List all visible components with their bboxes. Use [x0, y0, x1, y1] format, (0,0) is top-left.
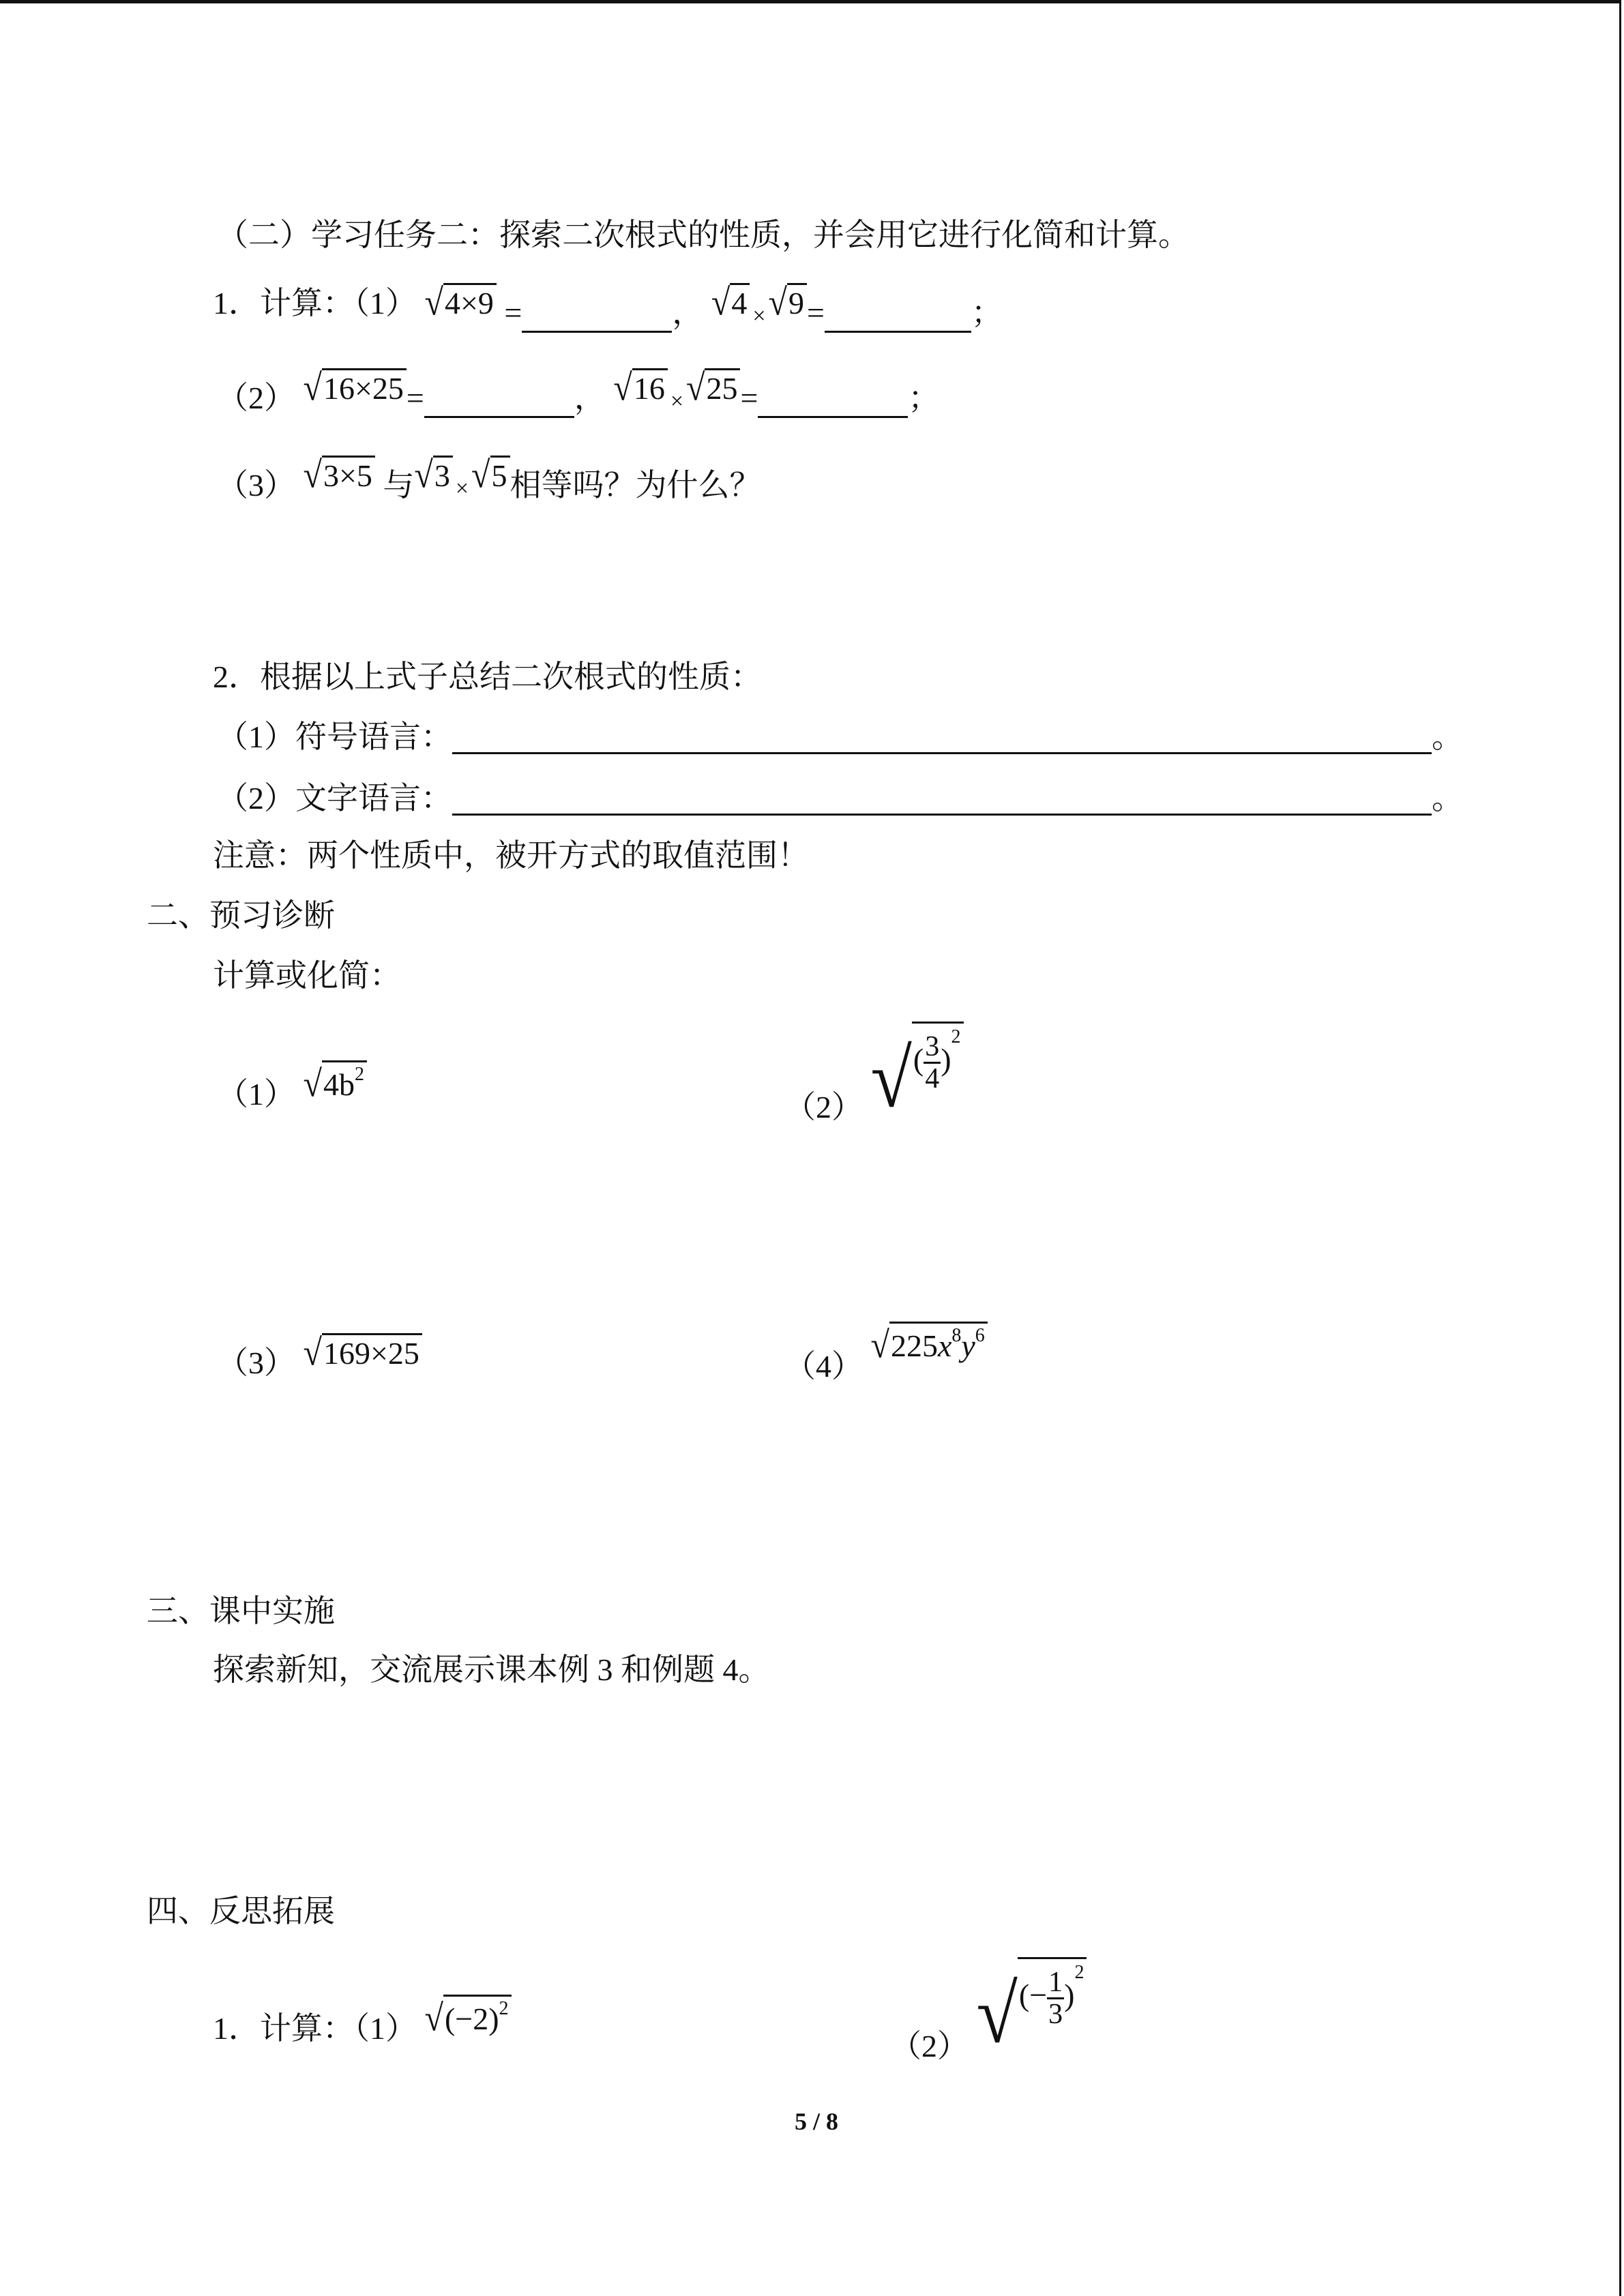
- answer-blank-3[interactable]: [424, 416, 574, 418]
- sqrt-neg2-squared: $√(-2)^2$: [425, 1995, 512, 2035]
- semicolon: ；: [971, 295, 1003, 330]
- reflect-item-1: [213, 1995, 512, 2046]
- answer-blank-4[interactable]: [758, 416, 908, 418]
- period: 。: [1432, 781, 1463, 816]
- inclass-heading: 三、课中实施: [147, 1594, 335, 1628]
- q1-label: 1．计算：（1）: [213, 286, 417, 320]
- q1-2-label: （2）: [217, 381, 295, 415]
- q1-line-1: [213, 281, 1003, 330]
- sqrt-225x8y6: $√225x^8y^6$: [871, 1322, 988, 1362]
- sqrt-3x5: √3×5: [304, 456, 375, 492]
- q1-line-3: [217, 453, 761, 503]
- verbal-language-blank[interactable]: [452, 814, 1432, 816]
- preview-item-2: [784, 1015, 964, 1125]
- item-label: （3）: [217, 1345, 295, 1380]
- semicolon: ；: [908, 381, 940, 415]
- sqrt-5: √5: [471, 456, 510, 492]
- times-sign: ×: [670, 389, 683, 414]
- preview-item-3: [217, 1331, 422, 1380]
- equals-sign: =: [406, 381, 424, 415]
- symbolic-language-blank[interactable]: [452, 752, 1432, 754]
- sqrt-25: √25: [686, 368, 740, 404]
- sqrt-4x9: √4×9: [425, 283, 497, 319]
- q1-line-2: [217, 366, 940, 415]
- comma: ，: [672, 295, 704, 330]
- item-label: （1）: [217, 1077, 295, 1112]
- symbolic-language-row: [217, 721, 1463, 754]
- reflect-item-2: [890, 1950, 1087, 2063]
- period: 。: [1432, 719, 1463, 754]
- sqrt-9: √9: [769, 283, 807, 319]
- sqrt-4: √4: [711, 283, 750, 319]
- q2-label: 2．根据以上式子总结二次根式的性质：: [213, 659, 762, 694]
- q1-3-question: 相等吗？为什么？: [510, 468, 761, 503]
- reflect-q1-label: 1．计算：（1）: [213, 2011, 417, 2046]
- verbal-language-label: （2）文字语言：: [217, 781, 452, 816]
- preview-item-4: [784, 1322, 988, 1384]
- comma: ，: [574, 381, 606, 415]
- preview-heading: 二、预习诊断: [147, 898, 335, 933]
- sqrt-16x25: √16×25: [304, 368, 407, 404]
- conjunction: 与: [383, 468, 415, 503]
- times-sign: ×: [455, 476, 469, 501]
- item-label: （2）: [890, 2029, 969, 2063]
- equals-sign: =: [806, 295, 825, 330]
- times-sign: ×: [752, 303, 766, 329]
- sqrt-fraction-3-4-squared: √( $\frac{3}{4}$ )$^2$: [871, 1022, 964, 1116]
- answer-blank-2[interactable]: [825, 331, 971, 333]
- page-number: 5 / 8: [795, 2108, 839, 2135]
- sqrt-4b-squared: $√4b^2$: [304, 1060, 367, 1101]
- sqrt-neg-one-third-squared: √(− $\frac{1}{3}$ )$^2$: [977, 1957, 1087, 2052]
- preview-instruction: 计算或化简：: [213, 958, 401, 993]
- verbal-language-row: [217, 783, 1463, 816]
- item-label: （2）: [784, 1090, 863, 1124]
- task2-heading: （二）学习任务二：探索二次根式的性质，并会用它进行化简和计算。: [217, 218, 1190, 252]
- note-text: 注意：两个性质中，被开方式的取值范围！: [213, 838, 809, 873]
- reflect-heading: 四、反思拓展: [147, 1894, 335, 1928]
- inclass-text: 探索新知，交流展示课本例 3 和例题 4。: [213, 1652, 770, 1687]
- item-label: （4）: [784, 1349, 863, 1384]
- sqrt-169x25: √169×25: [304, 1333, 422, 1369]
- equals-sign: =: [504, 295, 522, 330]
- sqrt-3: √3: [414, 456, 452, 492]
- answer-blank-1[interactable]: [522, 331, 672, 333]
- preview-item-1: [217, 1060, 367, 1112]
- sqrt-16: √16: [613, 368, 667, 404]
- equals-sign: =: [740, 381, 758, 415]
- q1-3-label: （3）: [217, 468, 295, 503]
- symbolic-language-label: （1）符号语言：: [217, 719, 452, 754]
